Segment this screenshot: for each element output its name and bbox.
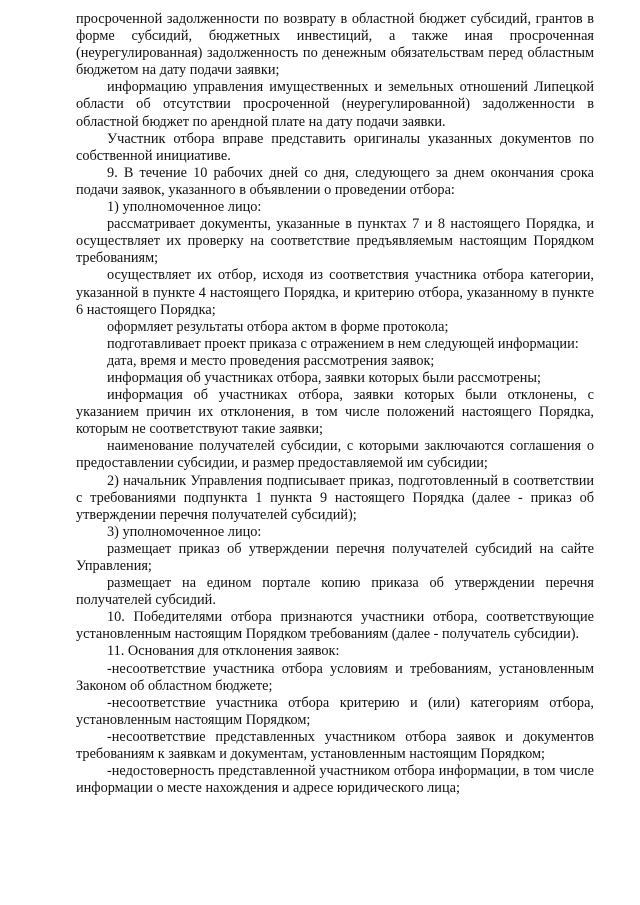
document-page: [76, 11, 594, 797]
paragraph: рассматривает документы, указанные в пунктах 7 и 8 настоящего Порядка, и осуществляет их проверку на соответствие предъявляемым настоящим Порядком требованиям;: [76, 216, 594, 267]
paragraph: размещает на едином портале копию приказа об утверждении перечня получателей субсидий.: [76, 575, 594, 609]
paragraph: 10. Победителями отбора признаются участники отбора, соответствующие установленным настоящим Порядком требованиям (далее - получатель субсидии).: [76, 609, 594, 643]
paragraph: наименование получателей субсидии, с которыми заключаются соглашения о предоставлении субсидии, и размер предоставляемой им субсидии;: [76, 438, 594, 472]
paragraph: размещает приказ об утверждении перечня получателей субсидий на сайте Управления;: [76, 540, 594, 574]
paragraph: дата, время и место проведения рассмотрения заявок;: [107, 352, 435, 369]
paragraph: просроченной задолженности по возврату в областной бюджет субсидий, грантов в форме субсидий, бюджетных инвестиций, а также иная просроченная (неурегулированная) задолженность по денежным обязательствам перед областным бюджетом на дату подачи заявки;: [76, 11, 594, 79]
paragraph: -несоответствие участника отбора условиям и требованиям, установленным Законом об областном бюджете;: [76, 660, 594, 694]
paragraph: 9. В течение 10 рабочих дней со дня, следующего за днем окончания срока подачи заявок, указанного в объявлении о проведении отбора:: [76, 164, 594, 198]
paragraph: информация об участниках отбора, заявки которых были отклонены, с указанием причин их отклонения, в том числе положений настоящего Порядка, которым не соответствуют такие заявки;: [76, 387, 594, 438]
paragraph: 1) уполномоченное лицо:: [107, 199, 262, 216]
paragraph: информация об участниках отбора, заявки которых были рассмотрены;: [107, 369, 541, 386]
paragraph: -несоответствие участника отбора критерию и (или) категориям отбора, установленным настоящим Порядком;: [76, 694, 594, 728]
paragraph: подготавливает проект приказа с отражением в нем следующей информации:: [107, 335, 579, 352]
paragraph: осуществляет их отбор, исходя из соответствия участника отбора категории, указанной в пункте 4 настоящего Порядка, и критерию отбора, указанному в пункте 6 настоящего Порядка;: [76, 267, 594, 318]
paragraph: Участник отбора вправе представить оригиналы указанных документов по собственной инициативе.: [76, 130, 594, 164]
paragraph: 3) уполномоченное лицо:: [107, 523, 262, 540]
paragraph: 2) начальник Управления подписывает приказ, подготовленный в соответствии с требованиями подпункта 1 пункта 9 настоящего Порядка (далее - приказ об утверждении перечня получателей субсидий);: [76, 472, 594, 523]
paragraph: 11. Основания для отклонения заявок:: [107, 643, 340, 660]
paragraph: -несоответствие представленных участником отбора заявок и документов требованиям к заявкам и документам, установленным настоящим Порядком;: [76, 728, 594, 763]
paragraph: -недостоверность представленной участником отбора информации, в том числе информации о месте нахождения и адресе юридического лица;: [76, 763, 594, 797]
paragraph: оформляет результаты отбора актом в форме протокола;: [107, 318, 449, 335]
paragraph: информацию управления имущественных и земельных отношений Липецкой области об отсутствии просроченной (неурегулированной) задолженности в областной бюджет по арендной плате на дату подачи заявки.: [76, 79, 594, 130]
